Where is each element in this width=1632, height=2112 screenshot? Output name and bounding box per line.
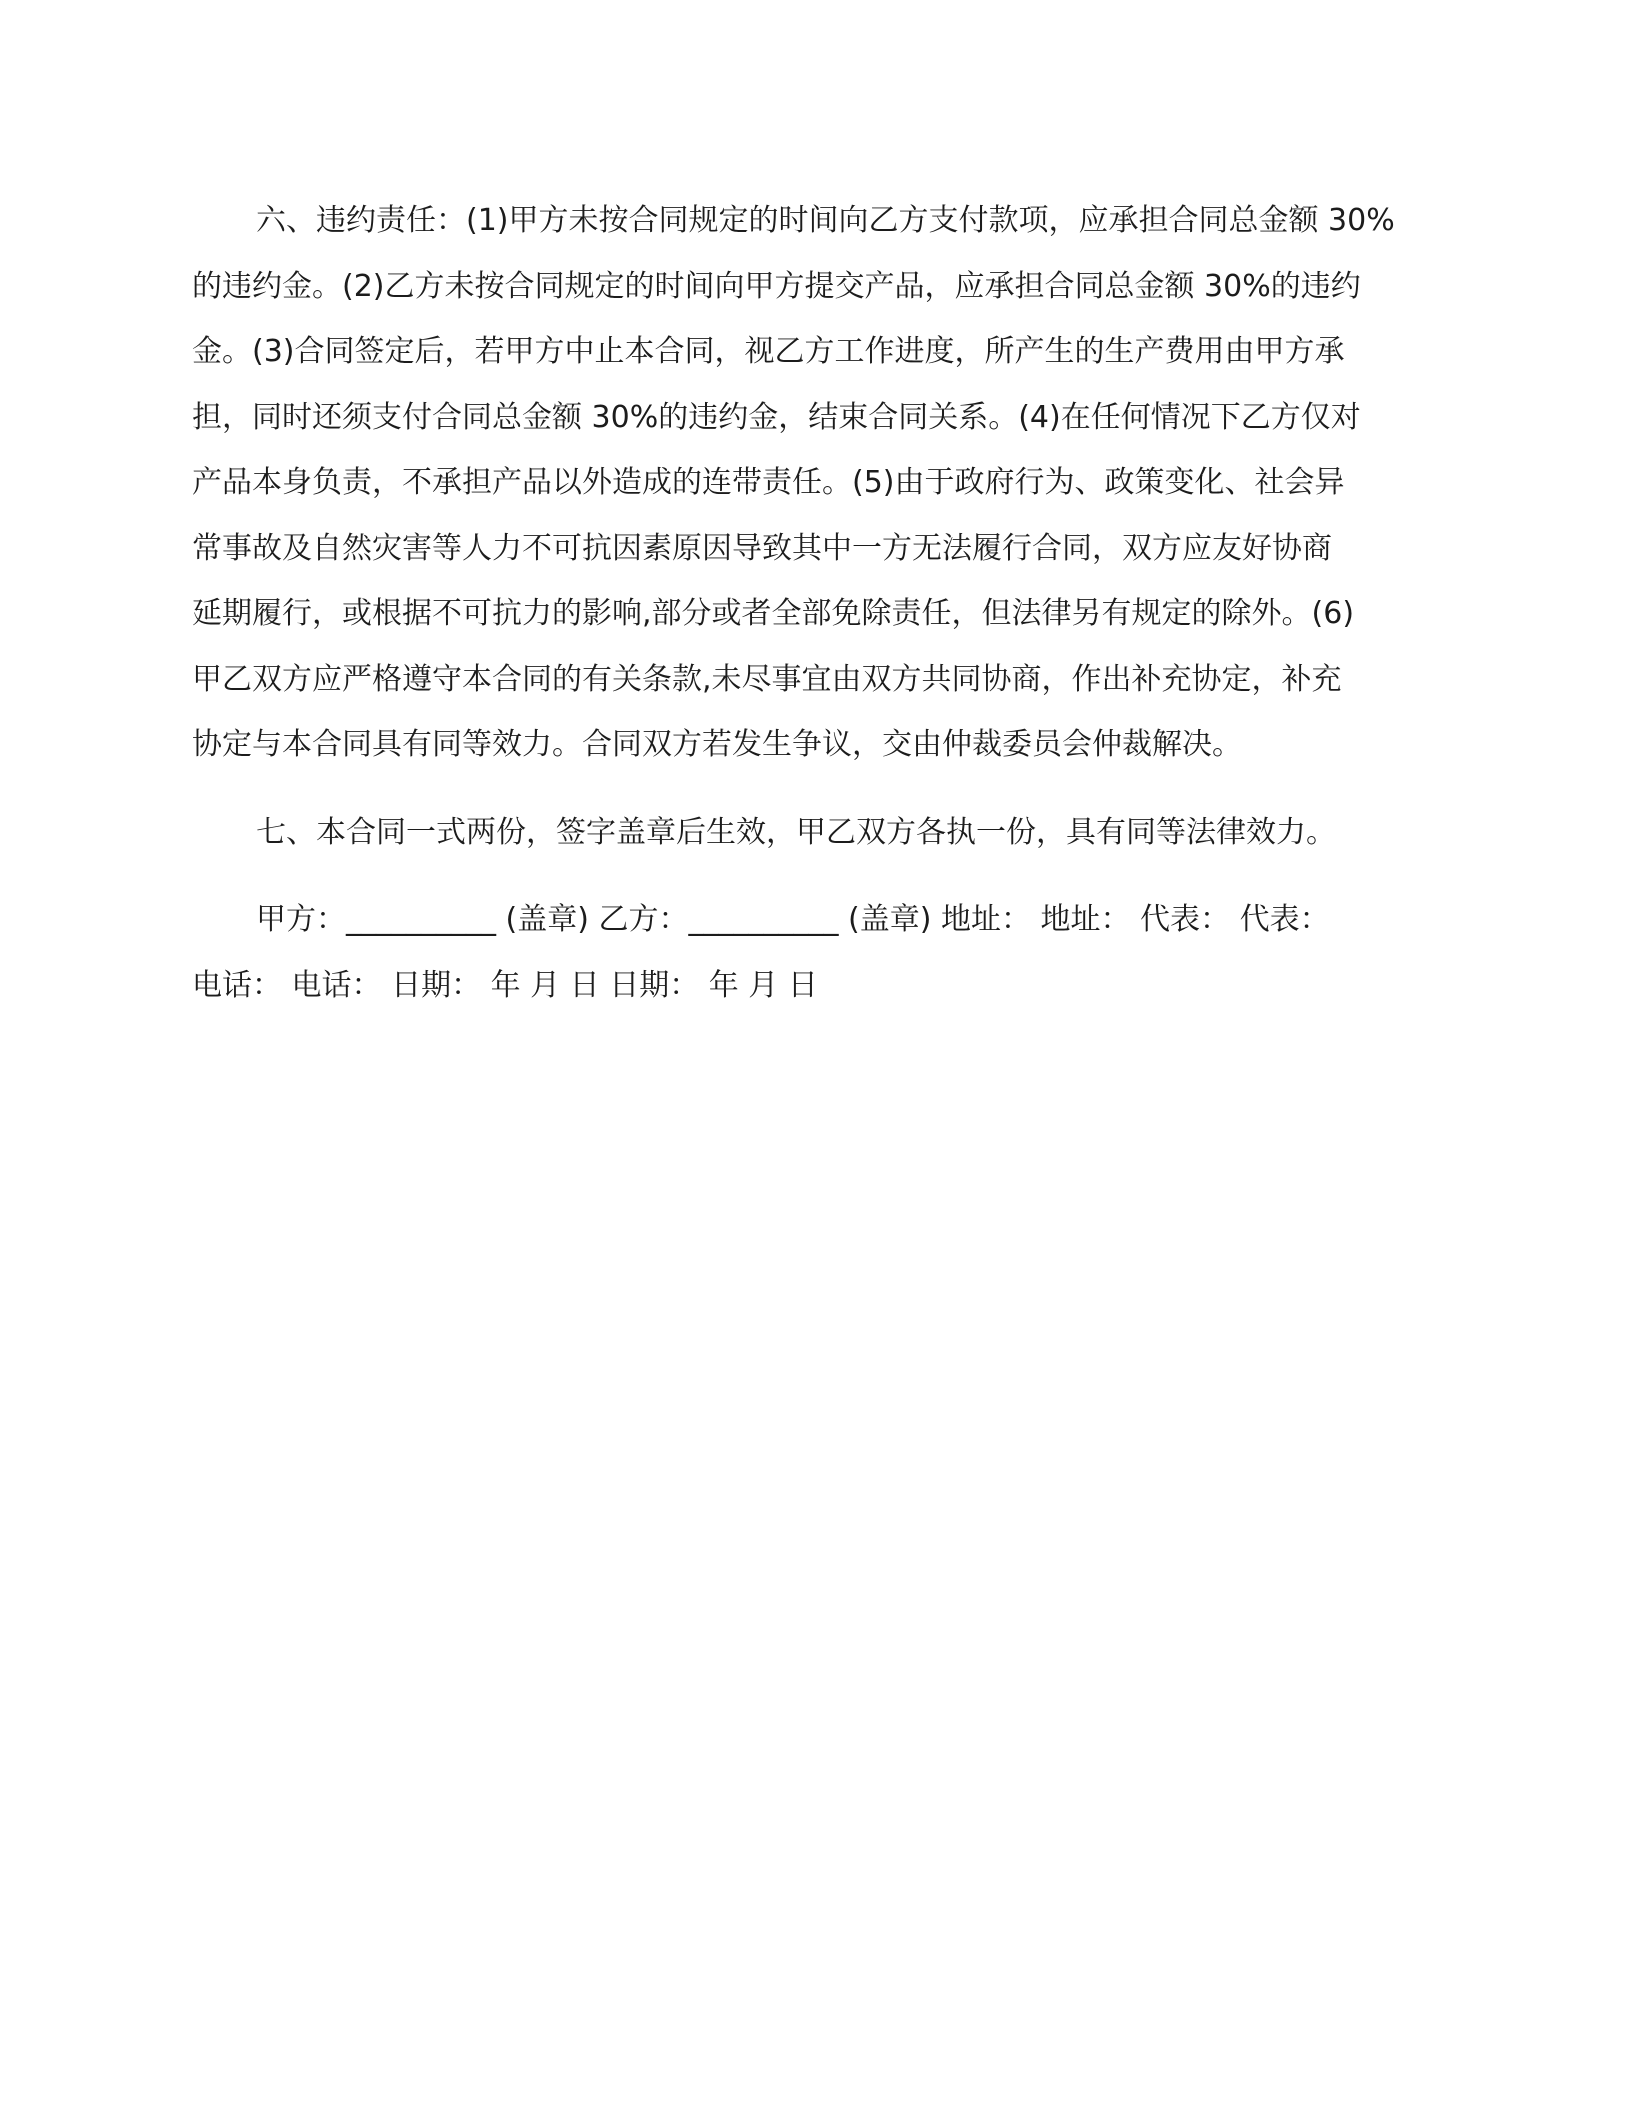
signature-block xyxy=(192,887,1467,1018)
section-6-line-4: 担，同时还须支付合同总金额 30%的违约金，结束合同关系。(4)在任何情况下乙方仅对 xyxy=(192,399,1361,435)
section-6-line-6: 常事故及自然灾害等人力不可抗因素原因导致其中一方无法履行合同，双方应友好协商 xyxy=(192,530,1332,566)
document-body xyxy=(192,188,1467,1018)
section-6-line-5: 产品本身负责，不承担产品以外造成的连带责任。(5)由于政府行为、政策变化、社会异 xyxy=(192,465,1345,500)
signature-line-1: 甲方：__________ (盖章) 乙方：__________ (盖章) 地址： 地址： 代表： 代表： xyxy=(256,902,1330,937)
section-6-line-2: 的违约金。(2)乙方未按合同规定的时间向甲方提交产品，应承担合同总金额 30%的违约 xyxy=(192,268,1361,304)
section-6-line-1: 六、违约责任：(1)甲方未按合同规定的时间向乙方支付款项，应承担合同总金额 30% xyxy=(256,203,1395,238)
section-6-line-9: 协定与本合同具有同等效力。合同双方若发生争议，交由仲裁委员会仲裁解决。 xyxy=(192,727,1242,762)
section-6-line-8: 甲乙双方应严格遵守本合同的有关条款,未尽事宜由双方共同协商，作出补充协定，补充 xyxy=(192,661,1342,697)
section-6-line-3: 金。(3)合同签定后，若甲方中止本合同，视乙方工作进度，所产生的生产费用由甲方承 xyxy=(192,334,1345,369)
paragraph-spacer xyxy=(192,865,1467,887)
signature-line-2: 电话： 电话： 日期： 年 月 日 日期： 年 月 日 xyxy=(192,967,818,1003)
section-7-text: 七、本合同一式两份，签字盖章后生效，甲乙双方各执一份，具有同等法律效力。 xyxy=(256,814,1336,850)
paragraph-spacer xyxy=(192,778,1467,800)
section-6-line-7: 延期履行，或根据不可抗力的影响,部分或者全部免除责任，但法律另有规定的除外。(6) xyxy=(192,596,1355,631)
section-6-breach-liability xyxy=(192,188,1467,778)
section-7-copies xyxy=(192,800,1467,866)
